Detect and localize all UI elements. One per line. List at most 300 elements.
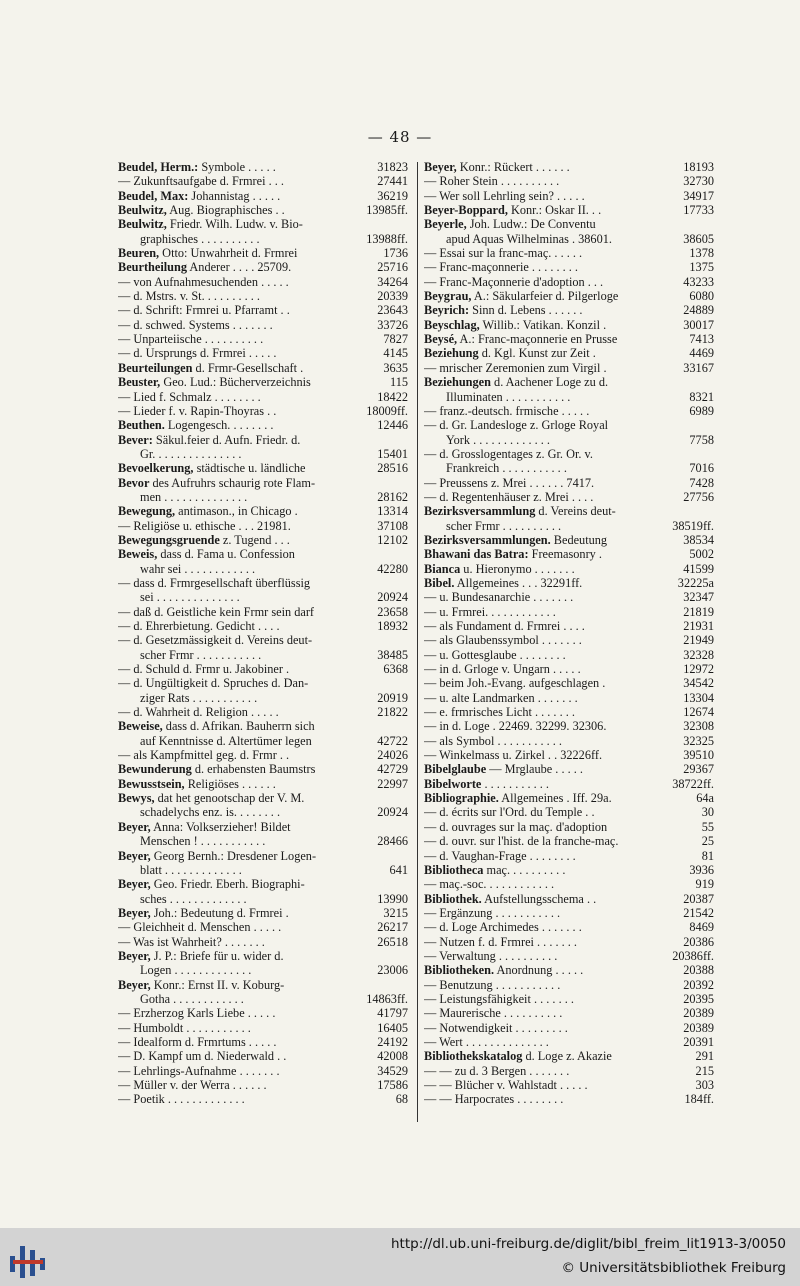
index-entry-text [140, 805, 374, 819]
index-entry-title: d. Kgl. Kunst zur Zeit . [478, 346, 596, 361]
index-entry-heading: Beurteilungen [118, 360, 193, 375]
index-entry-text [424, 676, 680, 690]
index-entry [118, 863, 408, 877]
index-entry-number: 28162 [377, 489, 408, 504]
index-entry-title: Anordnung . . . . . [494, 963, 584, 978]
index-entry-number: 42008 [377, 1049, 408, 1064]
index-entry-title: — als Fundament d. Frmrei . . . . [424, 619, 585, 633]
index-entry-text [140, 590, 374, 604]
index-entry [118, 1021, 408, 1035]
index-entry-text [424, 418, 711, 432]
index-entry [424, 547, 714, 561]
index-entry-number: 38485 [377, 647, 408, 662]
index-entry [424, 461, 714, 475]
index-entry-title: maç. . . . . . . . . . [483, 862, 566, 877]
index-entry-number: 20391 [683, 1034, 714, 1049]
index-entry-text [424, 318, 680, 332]
index-entry-text [118, 676, 405, 690]
index-entry-heading: Beyer, [118, 848, 151, 863]
index-entry [118, 303, 408, 317]
index-entry-heading: Bibliotheken. [424, 963, 495, 978]
index-entry [424, 490, 714, 504]
index-entry-title: — als Symbol . . . . . . . . . . . [424, 733, 563, 748]
index-entry-heading: Beyer, [118, 905, 151, 920]
index-entry-title: Illuminaten . . . . . . . . . . . [446, 389, 571, 404]
index-entry-number: 21931 [683, 619, 714, 633]
index-entry-text [118, 203, 363, 217]
index-entry [118, 719, 408, 733]
index-entry-heading: Bewys, [118, 791, 155, 806]
index-entry-text [140, 648, 374, 662]
index-entry-number: 641 [389, 862, 408, 877]
index-entry-title: — franz.-deutsch. frmische . . . . . [424, 403, 590, 418]
index-entry-number: 1736 [383, 246, 408, 261]
index-entry-number: 21542 [683, 905, 714, 920]
index-entry [424, 160, 714, 174]
index-entry-number: 3215 [383, 905, 408, 920]
index-entry [424, 590, 714, 604]
index-entry-text [118, 777, 374, 791]
index-entry-title: Bedeutung [550, 532, 608, 547]
index-entry-title: York . . . . . . . . . . . . . [446, 432, 550, 447]
index-entry-text [424, 289, 686, 303]
index-entry-number: 18422 [377, 389, 408, 404]
index-entry-title: — d. Vaughan-Frage . . . . . . . . [424, 848, 576, 863]
index-entry-number: 37108 [377, 518, 408, 533]
index-entry-heading: Bewusstsein, [118, 776, 185, 791]
index-entry-heading: Beziehung [424, 346, 479, 361]
index-entry [118, 605, 408, 619]
index-entry-title: ziger Rats . . . . . . . . . . . [140, 690, 258, 705]
index-entry [424, 820, 714, 834]
index-entry [424, 834, 714, 848]
index-entry-text [446, 519, 669, 533]
index-entry-text [118, 820, 405, 834]
index-entry [118, 662, 408, 676]
index-entry-number: 3635 [383, 360, 408, 375]
index-entry-title: wahr sei . . . . . . . . . . . . [140, 561, 256, 576]
index-entry [424, 1092, 714, 1106]
index-entry [118, 1049, 408, 1063]
index-entry-text [140, 232, 363, 246]
index-entry-number: 15401 [377, 446, 408, 461]
index-entry [424, 662, 714, 676]
index-entry [118, 375, 408, 389]
index-entry-number: 41797 [377, 1006, 408, 1021]
index-entry-heading: Beyer-Boppard, [424, 203, 508, 218]
index-entry [118, 892, 408, 906]
index-entry-number: 12446 [377, 418, 408, 433]
index-entry-number: 26217 [377, 920, 408, 935]
index-entry-text [424, 1064, 693, 1078]
index-entry-title: — Unparteiische . . . . . . . . . . [118, 332, 264, 347]
index-entry-text [424, 777, 669, 791]
index-entry [118, 648, 408, 662]
index-entry-number: 43233 [683, 274, 714, 289]
index-entry-text [118, 748, 374, 762]
index-entry [118, 1035, 408, 1049]
ub-freiburg-logo-icon [8, 1238, 48, 1280]
index-entry [118, 576, 408, 590]
index-entry-number: 6080 [689, 289, 714, 304]
index-entry [118, 734, 408, 748]
index-entry-heading: Beulwitz, [118, 203, 167, 218]
index-entry-number: 184ff. [684, 1092, 714, 1107]
index-entry-title: — dass d. Frmrgesellschaft überflüssig [118, 575, 311, 590]
index-entry-number: 7428 [689, 475, 714, 490]
index-entry-text [118, 719, 405, 733]
index-entry-text [424, 303, 680, 317]
index-entry-text [424, 619, 680, 633]
index-entry [118, 1078, 408, 1092]
index-entry-number: 33167 [683, 360, 714, 375]
index-entry-number: 24889 [683, 303, 714, 318]
index-entry-text [140, 734, 374, 748]
index-entry-number: 21822 [377, 705, 408, 720]
index-entry-number: 23643 [377, 303, 408, 318]
index-entry [118, 404, 408, 418]
index-entry-number: 42280 [377, 561, 408, 576]
index-entry-title: — d. Schuld d. Frmr u. Jakobiner . [118, 662, 290, 677]
index-entry [118, 433, 408, 447]
index-entry-text [118, 906, 380, 920]
index-entry-title: — Mrglaube . . . . . [486, 762, 583, 777]
index-entry-text [424, 605, 680, 619]
index-entry-title: — — Blücher v. Wahlstadt . . . . . [424, 1078, 588, 1092]
index-entry-text [424, 849, 699, 863]
index-entry-text [118, 978, 405, 992]
index-entry-text [140, 562, 374, 576]
index-entry [118, 189, 408, 203]
index-entry-heading: Bibliothek. [424, 891, 482, 906]
index-entry-text [424, 633, 680, 647]
index-entry [424, 174, 714, 188]
index-entry-text [118, 519, 374, 533]
index-entry-title: dass d. Afrikan. Bauherrn sich [162, 719, 315, 734]
index-entry [424, 863, 714, 877]
index-entry-number: 12674 [683, 705, 714, 720]
index-entry-text [118, 246, 380, 260]
index-entry-number: 23658 [377, 604, 408, 619]
index-entry [118, 590, 408, 604]
index-column-left [118, 160, 408, 1107]
index-entry-heading: Beudel, Max: [118, 188, 189, 203]
index-entry [424, 232, 714, 246]
index-entry-text [424, 217, 711, 231]
index-entry-title: u. Hieronymo . . . . . . . [460, 561, 575, 576]
index-entry [424, 648, 714, 662]
index-entry [118, 260, 408, 274]
index-entry-number: 18009ff. [366, 403, 408, 418]
index-entry-text [118, 418, 374, 432]
index-entry-number: 28466 [377, 834, 408, 849]
index-entry [118, 920, 408, 934]
index-entry [118, 203, 408, 217]
index-entry [118, 547, 408, 561]
index-entry-number: 24192 [377, 1034, 408, 1049]
index-entry [118, 504, 408, 518]
index-entry-title: — Müller v. der Werra . . . . . . [118, 1078, 267, 1092]
index-entry [424, 375, 714, 389]
viewer-footer [0, 1228, 800, 1286]
index-entry-title: — d. Grosslogentages z. Gr. Or. v. [424, 446, 593, 461]
index-entry-text [424, 820, 699, 834]
index-entry-text [424, 1035, 680, 1049]
index-entry-text [118, 433, 405, 447]
index-entry-title: — Erzherzog Karls Liebe . . . . . [118, 1006, 276, 1021]
index-entry-number: 32225a [677, 575, 714, 590]
index-entry-text [424, 361, 680, 375]
index-entry [118, 877, 408, 891]
index-entry-text [140, 834, 374, 848]
index-entry-number: 36219 [377, 188, 408, 203]
index-entry-text [118, 949, 405, 963]
index-entry-number: 20386 [683, 934, 714, 949]
index-entry-heading: Beurtheilung [118, 260, 188, 275]
index-entry-number: 919 [695, 877, 714, 892]
index-entry [118, 346, 408, 360]
index-entry-number: 30 [701, 805, 714, 820]
index-entry-text [424, 189, 680, 203]
index-entry [424, 949, 714, 963]
index-entry [424, 390, 714, 404]
index-entry-title: — maç.-soc. . . . . . . . . . . . [424, 877, 555, 892]
index-entry-title: Konr.: Ernst II. v. Koburg- [150, 977, 285, 992]
index-entry-text [118, 1006, 374, 1020]
index-entry [118, 834, 408, 848]
index-entry-number: 33726 [377, 317, 408, 332]
index-entry [424, 346, 714, 360]
index-entry-text [118, 303, 374, 317]
index-entry-text [424, 748, 680, 762]
index-entry-title: antimason., in Chicago . [175, 504, 298, 519]
index-entry-number: 21949 [683, 633, 714, 648]
index-entry-text [118, 1021, 374, 1035]
index-entry [424, 734, 714, 748]
index-entry-heading: Bhawani das Batra: [424, 547, 529, 562]
index-entry-text [118, 1064, 374, 1078]
index-entry-text [424, 346, 686, 360]
index-entry-heading: Beyer, [118, 977, 151, 992]
index-entry-number: 3936 [689, 862, 714, 877]
index-entry [118, 318, 408, 332]
index-entry-title: — d. Mstrs. v. St. . . . . . . . . . [118, 289, 260, 304]
index-entry [118, 361, 408, 375]
index-entry-text [424, 906, 680, 920]
index-entry-number: 55 [701, 819, 714, 834]
index-entry-title: — d. Schrift: Frmrei u. Pfarramt . . [118, 303, 290, 318]
index-entry [424, 476, 714, 490]
index-entry-title: Sinn d. Lebens . . . . . . [469, 303, 583, 318]
index-entry-number: 4145 [383, 346, 408, 361]
index-entry-text [424, 719, 680, 733]
index-entry-number: 12972 [683, 662, 714, 677]
index-entry-title: Joh. Ludw.: De Conventu [466, 217, 596, 232]
index-entry-number: 30017 [683, 317, 714, 332]
index-entry-title: — d. Wahrheit d. Religion . . . . . [118, 705, 279, 720]
index-entry [424, 877, 714, 891]
index-entry-title: d. Frmr-Gesellschaft . [192, 360, 304, 375]
index-entry-text [424, 920, 686, 934]
index-entry [424, 719, 714, 733]
index-entry [424, 1006, 714, 1020]
index-entry-text [424, 332, 686, 346]
index-entry [118, 762, 408, 776]
index-entry-number: 291 [695, 1049, 714, 1064]
index-entry-text [118, 504, 374, 518]
index-entry [118, 160, 408, 174]
index-entry-number: 13314 [377, 504, 408, 519]
index-entry-heading: Bianca [424, 561, 461, 576]
index-entry-title: Symbole . . . . . [198, 160, 276, 174]
index-entry-title: Konr.: Rückert . . . . . . [456, 160, 570, 174]
index-entry [118, 691, 408, 705]
index-entry-title: Logen . . . . . . . . . . . . . [140, 963, 252, 978]
index-entry-text [424, 805, 699, 819]
index-entry-number: 13304 [683, 690, 714, 705]
index-entry [118, 461, 408, 475]
index-entry-number: 42722 [377, 733, 408, 748]
index-entry-title: Geo. Lud.: Bücherverzeichnis [160, 375, 311, 390]
index-entry-title: d. Aachener Loge zu d. [490, 375, 609, 390]
index-entry-text [424, 949, 669, 963]
index-entry-title: — u. Frmrei. . . . . . . . . . . . [424, 604, 556, 619]
index-entry-title: — d. Gesetzmässigkeit d. Vereins deut- [118, 633, 313, 648]
index-entry-number: 20392 [683, 977, 714, 992]
index-entry-title: Religiöses . . . . . . [184, 776, 276, 791]
index-entry-text [118, 920, 374, 934]
index-entry-number: 32328 [683, 647, 714, 662]
index-entry [118, 949, 408, 963]
index-entry-heading: Beuster, [118, 375, 161, 390]
index-entry-number: 23006 [377, 963, 408, 978]
index-entry-title: — Notwendigkeit . . . . . . . . . [424, 1020, 568, 1035]
index-entry-number: 32308 [683, 719, 714, 734]
index-entry-text [118, 935, 374, 949]
index-entry-heading: Bewegung, [118, 504, 176, 519]
index-entry-number: 29367 [683, 762, 714, 777]
index-entry-title: — Franc-maçonnerie . . . . . . . . [424, 260, 579, 275]
index-entry [424, 1049, 714, 1063]
index-entry [424, 332, 714, 346]
index-entry-heading: Beyer, [118, 948, 151, 963]
index-entry-text [140, 963, 374, 977]
index-entry [424, 1078, 714, 1092]
index-entry-title: — Wert . . . . . . . . . . . . . . [424, 1034, 549, 1049]
index-entry-text [424, 275, 680, 289]
index-entry-number: 38722ff. [672, 776, 714, 791]
index-entry-heading: Beyerle, [424, 217, 467, 232]
index-entry-text [424, 1078, 693, 1092]
index-entry-title: — u. alte Landmarken . . . . . . . [424, 690, 578, 705]
index-entry-title: z. Tugend . . . [219, 532, 290, 547]
page-number: — 48 — [367, 128, 433, 146]
index-entry [118, 1006, 408, 1020]
index-entry [118, 676, 408, 690]
index-entry [424, 619, 714, 633]
index-entry-text [140, 691, 374, 705]
index-entry [118, 805, 408, 819]
index-entry-number: 14863ff. [366, 991, 408, 1006]
index-entry-heading: Bever: [118, 432, 153, 447]
index-entry-title: Konr.: Oskar II. . . [507, 203, 602, 218]
index-entry-title: — Zukunftsaufgabe d. Frmrei . . . [118, 174, 284, 189]
index-entry [118, 289, 408, 303]
index-entry-title: Geo. Friedr. Eberh. Biographi- [150, 877, 305, 892]
index-entry-number: 26518 [377, 934, 408, 949]
index-entry-title: — Leistungsfähigkeit . . . . . . . [424, 991, 574, 1006]
index-entry [424, 504, 714, 518]
index-entry-text [118, 289, 374, 303]
index-entry-number: 215 [695, 1063, 714, 1078]
index-entry [118, 174, 408, 188]
index-entry-heading: Beuren, [118, 246, 160, 261]
index-entry-title: — Roher Stein . . . . . . . . . . [424, 174, 560, 189]
index-entry [118, 619, 408, 633]
index-entry-heading: Beweise, [118, 719, 163, 734]
index-entry [118, 992, 408, 1006]
index-entry-title: Frankreich . . . . . . . . . . . [446, 461, 567, 476]
index-entry [118, 705, 408, 719]
index-entry [424, 275, 714, 289]
index-entry-text [118, 404, 363, 418]
index-entry-title: des Aufruhrs schaurig rote Flam- [149, 475, 316, 490]
index-entry-title: — d. Ursprungs d. Frmrei . . . . . [118, 346, 277, 361]
index-entry-text [446, 390, 686, 404]
index-entry-number: 24026 [377, 748, 408, 763]
index-entry-heading: Bibelworte [424, 776, 482, 791]
index-entry-number: 22997 [377, 776, 408, 791]
index-entry-number: 18932 [377, 619, 408, 633]
index-entry-number: 20389 [683, 1020, 714, 1035]
index-entry-number: 68 [395, 1092, 408, 1107]
index-entry-number: 34917 [683, 188, 714, 203]
index-entry-text [424, 203, 680, 217]
index-entry [424, 805, 714, 819]
index-entry-heading: Beysé, [424, 332, 458, 347]
index-entry [118, 275, 408, 289]
index-entry-text [446, 433, 686, 447]
index-entry-number: 13988ff. [366, 231, 408, 246]
source-url-link[interactable]: http://dl.ub.uni-freiburg.de/diglit/bibl_freim_lit1913-3/0050 [390, 1236, 786, 1252]
index-entry-text [118, 375, 387, 389]
index-entry-title: . . . . . . . . . . . [481, 776, 550, 791]
index-entry-number: 13990 [377, 891, 408, 906]
index-entry-title: — d. Gr. Landesloge z. Grloge Royal [424, 418, 609, 433]
index-entry-text [118, 332, 380, 346]
index-entry-text [118, 260, 374, 274]
index-entry-title: — mrischer Zeremonien zum Virgil . [424, 360, 607, 375]
index-entry-text [424, 978, 680, 992]
index-entry-text [424, 892, 680, 906]
index-entry [118, 246, 408, 260]
index-entry-text [424, 963, 680, 977]
index-entry-title: — Wer soll Lehrling sein? . . . . . [424, 188, 585, 203]
index-entry-heading: Beyer, [118, 819, 151, 834]
index-entry-number: 42729 [377, 762, 408, 777]
index-entry-title: — beim Joh.-Evang. aufgeschlagen . [424, 676, 606, 691]
index-entry-text [424, 562, 680, 576]
index-entry-title: — d. Loge Archimedes . . . . . . . [424, 920, 582, 935]
index-entry-number: 1375 [689, 260, 714, 275]
index-entry-number: 17733 [683, 203, 714, 218]
index-entry-number: 20387 [683, 891, 714, 906]
index-entry-number: 81 [701, 848, 714, 863]
index-entry-text [118, 275, 374, 289]
index-entry [118, 820, 408, 834]
index-entry-text [118, 762, 374, 776]
index-entry-title: scher Frmr . . . . . . . . . . [446, 518, 562, 533]
